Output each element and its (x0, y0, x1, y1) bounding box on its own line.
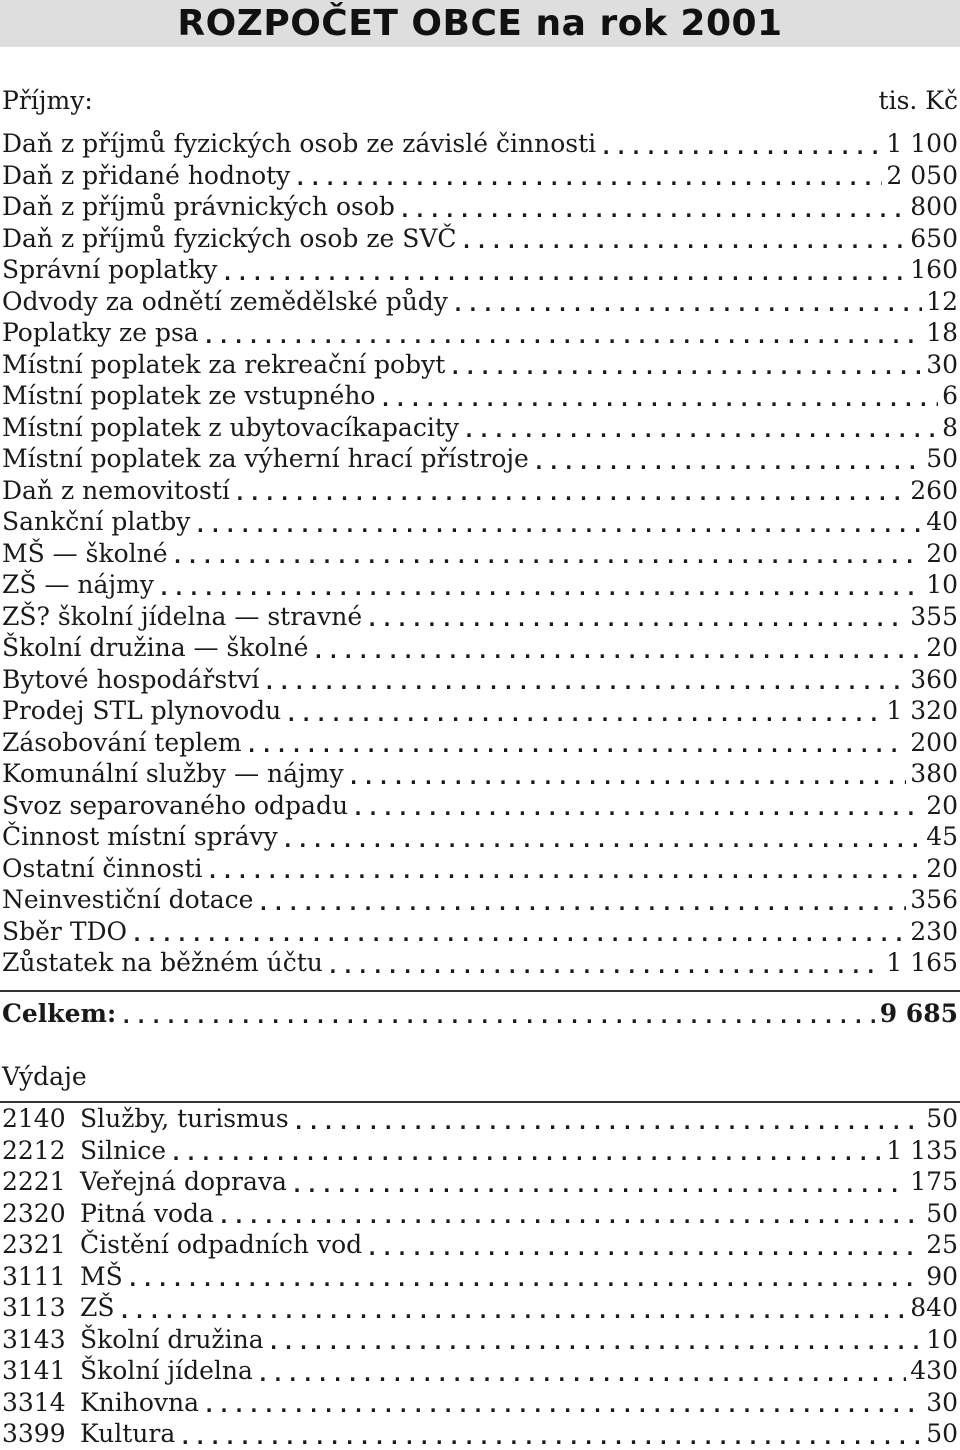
list-item (2, 1198, 958, 1230)
item-label: Čistění odpadních vod (80, 1230, 363, 1260)
list-item (2, 1103, 958, 1135)
list-item (2, 1135, 958, 1167)
list-item (2, 191, 958, 223)
leader-dots (352, 792, 922, 818)
leader-dots (285, 698, 882, 724)
item-value: 160 (910, 255, 958, 285)
item-code: 3111 (2, 1261, 66, 1291)
expenses-list (2, 1103, 958, 1450)
item-value: 1 320 (886, 696, 958, 726)
item-label: Poplatky ze psa (2, 318, 199, 348)
item-value: 50 (926, 1104, 958, 1134)
leader-dots (348, 761, 907, 787)
leader-dots (179, 1421, 922, 1447)
leader-dots (257, 887, 906, 913)
list-item (2, 1166, 958, 1198)
list-item (2, 443, 958, 475)
item-label: Ostatní činnosti (2, 853, 203, 883)
item-value: 50 (926, 1198, 958, 1228)
item-value: 50 (926, 1419, 958, 1449)
expenses-heading: Výdaje (2, 1061, 87, 1091)
leader-dots (234, 477, 906, 503)
leader-dots (399, 194, 906, 220)
item-label: Správní poplatky (2, 255, 218, 285)
leader-dots (170, 1137, 882, 1163)
item-value: 356 (910, 885, 958, 915)
income-list (2, 128, 958, 979)
item-code: 2212 (2, 1135, 66, 1165)
list-item (2, 1229, 958, 1261)
item-label: ZŠ (80, 1293, 115, 1323)
total-divider (0, 990, 960, 992)
item-label: Místní poplatek za výherní hrací přístroje (2, 444, 529, 474)
item-label: Činnost místní správy (2, 822, 278, 852)
leader-dots (282, 824, 922, 850)
item-label: Daň z přidané hodnoty (2, 160, 291, 190)
leader-dots (452, 288, 922, 314)
list-item (2, 223, 958, 255)
leader-dots (533, 446, 922, 472)
item-code: 2321 (2, 1230, 66, 1260)
item-label: Místní poplatek z ubytovacíkapacity (2, 412, 460, 442)
list-item (2, 853, 958, 885)
list-item (2, 727, 958, 759)
item-value: 20 (926, 853, 958, 883)
item-value: 10 (926, 1324, 958, 1354)
leader-dots (194, 509, 922, 535)
item-label: Komunální služby — nájmy (2, 759, 344, 789)
item-value: 840 (910, 1293, 958, 1323)
leader-dots (263, 666, 906, 692)
item-value: 360 (910, 664, 958, 694)
item-value: 8 (942, 412, 958, 442)
leader-dots (312, 635, 922, 661)
item-value: 200 (910, 727, 958, 757)
list-item (2, 916, 958, 948)
leader-dots (379, 383, 938, 409)
income-header (2, 82, 958, 118)
page-title: ROZPOČET OBCE na rok 2001 (177, 3, 783, 44)
leader-dots (449, 351, 922, 377)
item-label: Daň z příjmů právnických osob (2, 192, 395, 222)
list-item (2, 790, 958, 822)
leader-dots (172, 540, 923, 566)
unit-label: tis. Kč (878, 85, 958, 115)
item-value: 1 135 (886, 1135, 958, 1165)
item-value: 90 (926, 1261, 958, 1291)
item-label: MŠ — školné (2, 538, 168, 568)
list-item (2, 1387, 958, 1419)
item-value: 650 (910, 223, 958, 253)
item-label: Školní jídelna (80, 1356, 253, 1386)
leader-dots (268, 1326, 923, 1352)
list-item (2, 1418, 958, 1450)
item-code: 3143 (2, 1324, 66, 1354)
title-banner (0, 0, 960, 47)
item-value: 1 100 (886, 129, 958, 159)
list-item (2, 758, 958, 790)
leader-dots (463, 414, 938, 440)
item-label: Daň z příjmů fyzických osob ze závislé činnosti (2, 129, 597, 159)
leader-dots (218, 1200, 922, 1226)
item-label: Místní poplatek za rekreační pobyt (2, 349, 446, 379)
list-item (2, 1292, 958, 1324)
item-value: 20 (926, 633, 958, 663)
list-item (2, 1355, 958, 1387)
item-value: 50 (926, 444, 958, 474)
leader-dots (327, 950, 883, 976)
leader-dots (246, 729, 907, 755)
leader-dots (366, 603, 906, 629)
item-label: Školní družina (80, 1324, 264, 1354)
item-value: 800 (910, 192, 958, 222)
list-item (2, 349, 958, 381)
total-value: 9 685 (879, 998, 958, 1028)
item-label: Služby, turismus (80, 1104, 289, 1134)
item-label: Daň z příjmů fyzických osob ze SVČ (2, 223, 457, 253)
item-label: Knihovna (80, 1387, 200, 1417)
leader-dots (294, 162, 882, 188)
item-code: 3113 (2, 1293, 66, 1323)
item-label: Silnice (80, 1135, 167, 1165)
list-item (2, 947, 958, 979)
list-item (2, 317, 958, 349)
leader-dots (257, 1358, 906, 1384)
list-item (2, 1324, 958, 1356)
item-label: ZŠ — nájmy (2, 570, 154, 600)
item-label: Místní poplatek ze vstupného (2, 381, 376, 411)
income-heading: Příjmy: (2, 85, 93, 115)
list-item (2, 1261, 958, 1293)
item-value: 430 (910, 1356, 958, 1386)
income-total-row (2, 996, 958, 1030)
item-value: 40 (926, 507, 958, 537)
item-label: Zásobování teplem (2, 727, 242, 757)
item-value: 30 (926, 1387, 958, 1417)
item-label: Svoz separovaného odpadu (2, 790, 349, 820)
leader-dots (293, 1106, 923, 1132)
item-value: 12 (926, 286, 958, 316)
item-value: 2 050 (886, 160, 958, 190)
list-item (2, 664, 958, 696)
total-label: Celkem: (2, 998, 117, 1028)
item-value: 20 (926, 538, 958, 568)
item-code: 3141 (2, 1356, 66, 1386)
leader-dots (203, 1389, 922, 1415)
item-label: Sběr TDO (2, 916, 128, 946)
leader-dots (131, 918, 906, 944)
list-item (2, 475, 958, 507)
item-label: Daň z nemovitostí (2, 475, 230, 505)
leader-dots (600, 131, 882, 157)
item-code: 3314 (2, 1387, 66, 1417)
leader-dots (203, 320, 923, 346)
list-item (2, 412, 958, 444)
item-label: Prodej STL plynovodu (2, 696, 282, 726)
leader-dots (120, 1000, 875, 1026)
leader-dots (127, 1263, 922, 1289)
item-value: 10 (926, 570, 958, 600)
item-label: Odvody za odnětí zemědělské půdy (2, 286, 448, 316)
leader-dots (291, 1169, 906, 1195)
list-item (2, 632, 958, 664)
item-code: 2140 (2, 1104, 66, 1134)
item-label: Zůstatek na běžném účtu (2, 948, 323, 978)
item-label: Pitná voda (80, 1198, 214, 1228)
item-value: 6 (942, 381, 958, 411)
leader-dots (366, 1232, 922, 1258)
item-value: 1 165 (886, 948, 958, 978)
item-value: 45 (926, 822, 958, 852)
list-item (2, 538, 958, 570)
item-value: 355 (910, 601, 958, 631)
item-value: 175 (910, 1167, 958, 1197)
list-item (2, 380, 958, 412)
leader-dots (461, 225, 907, 251)
item-value: 18 (926, 318, 958, 348)
list-item (2, 254, 958, 286)
item-value: 260 (910, 475, 958, 505)
item-value: 25 (926, 1230, 958, 1260)
leader-dots (158, 572, 922, 598)
list-item (2, 160, 958, 192)
list-item (2, 695, 958, 727)
list-item (2, 601, 958, 633)
list-item (2, 884, 958, 916)
item-value: 230 (910, 916, 958, 946)
list-item (2, 821, 958, 853)
item-code: 2320 (2, 1198, 66, 1228)
item-value: 20 (926, 790, 958, 820)
leader-dots (207, 855, 923, 881)
item-label: Školní družina — školné (2, 633, 309, 663)
item-label: ZŠ? školní jídelna — stravné (2, 601, 363, 631)
leader-dots (119, 1295, 907, 1321)
item-label: Veřejná doprava (80, 1167, 287, 1197)
item-label: Kultura (80, 1419, 176, 1449)
item-label: Sankční platby (2, 507, 191, 537)
item-code: 3399 (2, 1419, 66, 1449)
item-value: 30 (926, 349, 958, 379)
list-item (2, 506, 958, 538)
list-item (2, 128, 958, 160)
item-code: 2221 (2, 1167, 66, 1197)
item-label: Neinvestiční dotace (2, 885, 254, 915)
leader-dots (221, 257, 906, 283)
item-label: Bytové hospodářství (2, 664, 260, 694)
list-item (2, 569, 958, 601)
item-value: 380 (910, 759, 958, 789)
item-label: MŠ (80, 1261, 123, 1291)
list-item (2, 286, 958, 318)
